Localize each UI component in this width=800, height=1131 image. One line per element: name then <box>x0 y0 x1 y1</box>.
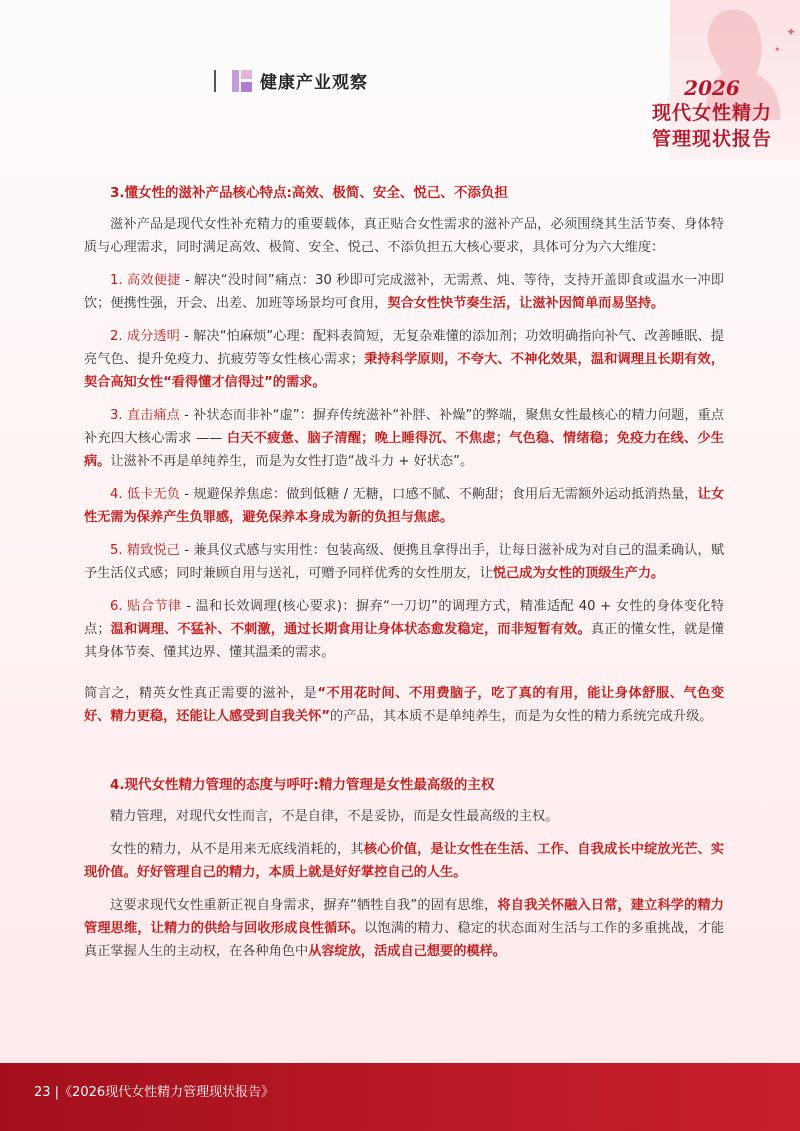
section4-p3-c: 以饱满的精力、稳定的状态面对生活与工作的多重挑战，才能真正掌握人生的主动权，在各种角色中 <box>84 921 725 959</box>
item-6-emphasis: 温和调理、不猛补、不刺激，通过长期食用让身体状态愈发稳定，而非短暂有效。 <box>110 622 591 637</box>
item-2 <box>84 325 724 394</box>
section3-summary <box>84 682 724 728</box>
section4-p2-a: 女性的精力，从不是用来无底线消耗的，其 <box>110 842 364 857</box>
item-3-text: - 补状态而非补“虚”：摒弃传统滋补“补胖、补燥”的弊端，聚焦女性最核心的精力问题，重点补充四大核心需求 —— <box>84 408 724 446</box>
report-year: 2026 <box>684 76 740 100</box>
item-2-emphasis: 秉持科学原则，不夸大、不神化效果，温和调理且长期有效，契合高知女性“看得懂才信得过”的需求。 <box>84 352 725 390</box>
item-3-label: 3. 直击痛点 <box>110 408 180 423</box>
section4-p3 <box>84 894 724 963</box>
brand-logo-icon <box>232 70 252 92</box>
section3-heading: 3.懂女性的滋补产品核心特点:高效、极简、安全、悦己、不添负担 <box>110 185 508 201</box>
item-6-tail: 真正的懂女性，就是懂其身体节奏、懂其边界、懂其温柔的需求。 <box>84 622 725 660</box>
item-6-text: - 温和长效调理(核心要求)：摒弃“一刀切”的调理方式，精准适配 40 + 女性的身体变化特点； <box>84 599 725 637</box>
item-3-emphasis: 白天不疲惫、脑子清醒；晚上睡得沉、不焦虑；气色稳、情绪稳；免疫力在线、少生病。 <box>84 431 724 469</box>
section4-p2 <box>84 838 724 884</box>
item-4 <box>84 483 724 529</box>
summary-suffix: 的产品，其本质不是单纯养生，而是为女性的精力系统完成升级。 <box>330 709 713 724</box>
section4-p3-d: 从容绽放，活成自己想要的模样。 <box>308 944 506 959</box>
item-3 <box>84 404 724 473</box>
main-content <box>84 182 724 973</box>
item-5-label: 5. 精致悦己 <box>110 543 180 558</box>
section4-p3-b: 将自我关怀融入日常，建立科学的精力管理思维，让精力的供给与回收形成良性循环。 <box>84 898 724 936</box>
footer-page-label: 23 |《2026现代女性精力管理现状报告》 <box>34 1085 275 1100</box>
header-divider <box>214 70 216 92</box>
item-4-text: - 规避保养焦虑：做到低糖 / 无糖，口感不腻、不齁甜；食用后无需额外运动抵消热量， <box>179 487 698 502</box>
report-title <box>652 76 772 152</box>
section4-p2-b: 核心价值，是让女性在生活、工作、自我成长中绽放光芒、实现价值。好好管理自己的精力，本质上就是好好掌控自己的人生。 <box>84 842 725 880</box>
item-5-emphasis: 悦己成为女性的顶级生产力。 <box>492 566 665 581</box>
item-5-text: - 兼具仪式感与实用性：包装高级、便携且拿得出手，让每日滋补成为对自己的温柔确认，赋予生活仪式感；同时兼顾自用与送礼，可赠予同样优秀的女性朋友，让 <box>84 543 725 581</box>
svg-text:✦: ✦ <box>774 45 781 54</box>
item-5 <box>84 539 724 585</box>
item-1-label: 1. 高效便捷 <box>110 273 181 288</box>
section3-intro: 滋补产品是现代女性补充精力的重要载体，真正贴合女性需求的滋补产品，必须围绕其生活节奏、身体特质与心理需求，同时满足高效、极简、安全、悦己、不添负担五大核心要求，具体可分为六大维度： <box>84 217 724 255</box>
summary-emphasis: “不用花时间、不用费脑子，吃了真的有用，能让身体舒服、气色变好、精力更稳，还能让人感受到自我关怀” <box>84 686 725 724</box>
section4-p1: 精力管理，对现代女性而言，不是自律，不是妥协，而是女性最高级的主权。 <box>110 809 559 824</box>
item-4-emphasis: 让女性无需为保养产生负罪感，避免保养本身成为新的负担与焦虑。 <box>84 487 725 525</box>
item-6-label: 6. 贴合节律 <box>110 599 182 614</box>
item-2-label: 2. 成分透明 <box>110 329 180 344</box>
report-title-line2: 管理现状报告 <box>651 128 772 150</box>
section4-heading: 4.现代女性精力管理的态度与呼吁:精力管理是女性最高级的主权 <box>110 777 495 793</box>
item-1-emphasis: 契合女性快节奏生活，让滋补因简单而易坚持。 <box>387 296 665 311</box>
item-1 <box>84 269 724 315</box>
item-4-label: 4. 低卡无负 <box>110 487 180 502</box>
item-3-tail: 让滋补不再是单纯养生，而是为女性打造“战斗力 + 好状态”。 <box>110 454 474 469</box>
brand-name: 健康产业观察 <box>260 73 368 93</box>
item-2-text: - 解决“怕麻烦”心理：配料表简短，无复杂难懂的添加剂；功效明确指向补气、改善睡眠、提亮气色、提升免疫力、抗疲劳等女性核心需求； <box>84 329 724 367</box>
item-1-text: - 解决“没时间”痛点：30 秒即可完成滋补，无需煮、炖、等待，支持开盖即食或温水一冲即饮；便携性强，开会、出差、加班等场景均可食用， <box>84 273 724 311</box>
footer-bar <box>0 1063 800 1131</box>
report-title-line1: 现代女性精力 <box>651 102 772 124</box>
section4-p3-a: 这要求现代女性重新正视自身需求，摒弃“牺牲自我”的固有思维， <box>110 898 498 913</box>
item-6 <box>84 595 724 664</box>
summary-prefix: 简言之，精英女性真正需要的滋补，是 <box>84 686 318 701</box>
svg-text:✦: ✦ <box>786 25 797 39</box>
